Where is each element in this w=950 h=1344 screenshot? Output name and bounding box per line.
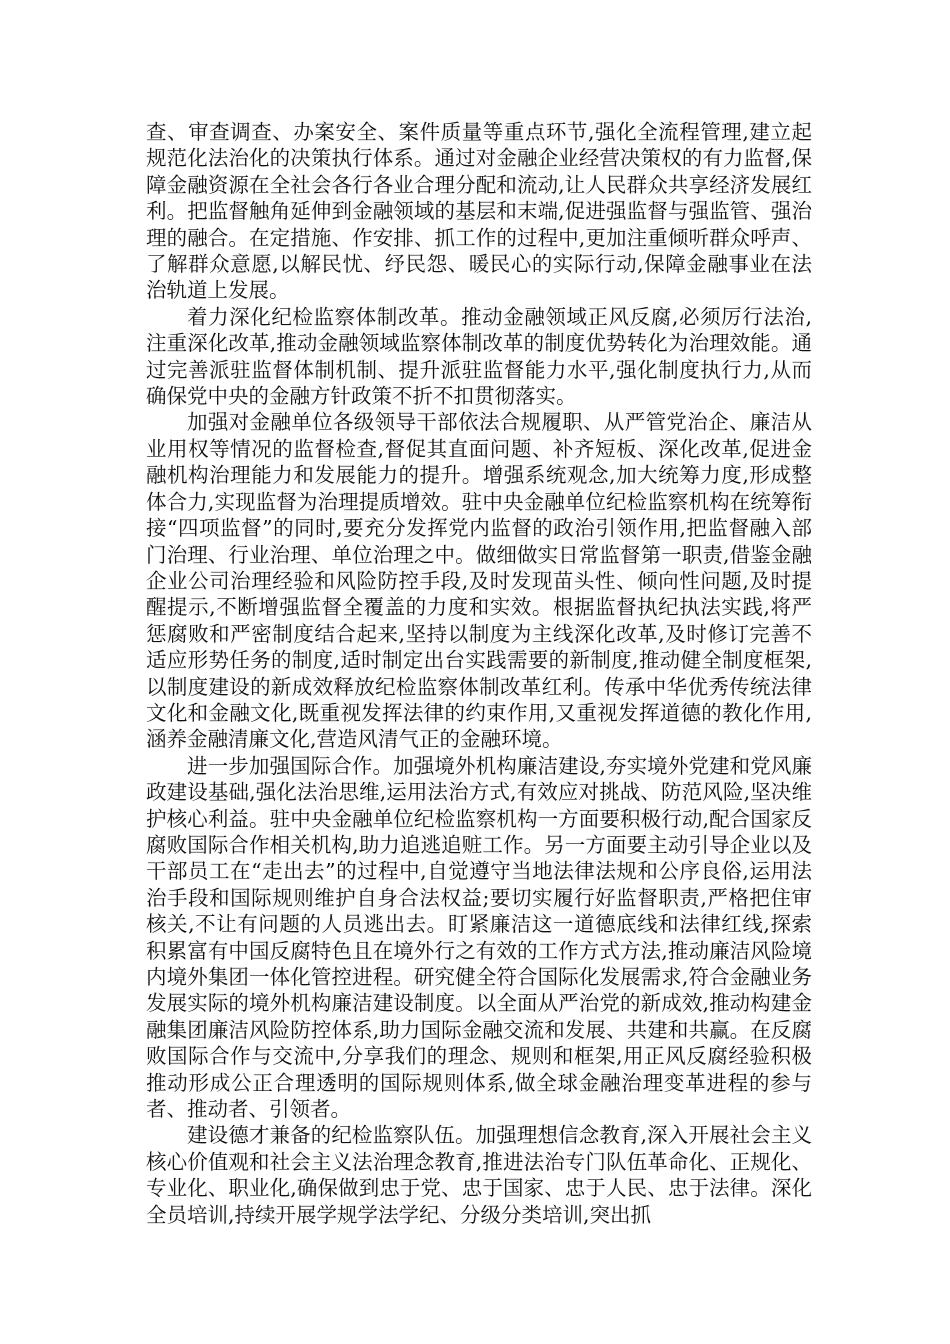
paragraph-5: 建设德才兼备的纪检监察队伍。加强理想信念教育,深入开展社会主义核心价值观和社会主义法治理念教育,推进法治专门队伍革命化、正规化、专业化、职业化,确保做到忠于党、忠于国家、忠于人民、忠于法律。深化全员培训,持续开展学规学法学纪、分级分类培训,突出抓 bbox=[146, 1123, 812, 1227]
paragraph-3: 加强对金融单位各级领导干部依法合规履职、从严管党治企、廉洁从业用权等情况的监督检查,督促其直面问题、补齐短板、深化改革,促进金融机构治理能力和发展能力的提升。增强系统观念,加大统筹力度,形成整体合力,实现监督为治理提质增效。驻中央金融单位纪检监察机构在统筹衔接“四项监督”的同时,要充分发挥党内监督的政治引领作用,把监督融入部门治理、行业治理、单位治理之中。做细做实日常监督第一职责,借鉴金融企业公司治理经验和风险防控手段,及时发现苗头性、倾向性问题,及时提醒提示,不断增强监督全覆盖的力度和实效。根据监督执纪执法实践,将严惩腐败和严密制度结合起来,坚持以制度为主线深化改革,及时修订完善不适应形势任务的制度,适时制定出台实践需要的新制度,推动健全制度框架,以制度建设的新成效释放纪检监察体制改革红利。传承中华优秀传统法律文化和金融文化,既重视发挥法律的约束作用,又重视发挥道德的教化作用,涵养金融清廉文化,营造风清气正的金融环境。 bbox=[146, 410, 812, 752]
paragraph-4: 进一步加强国际合作。加强境外机构廉洁建设,夯实境外党建和党风廉政建设基础,强化法治思维,运用法治方式,有效应对挑战、防范风险,坚决维护核心利益。驻中央金融单位纪检监察机构一方面要积极行动,配合国家反腐败国际合作相关机构,助力追逃追赃工作。另一方面要主动引导企业以及干部员工在“走出去”的过程中,自觉遵守当地法律法规和公序良俗,运用法治手段和国际规则维护自身合法权益;要切实履行好监督职责,严格把住审核关,不让有问题的人员逃出去。盯紧廉洁这一道德底线和法律红线,探索积累富有中国反腐特色且在境外行之有效的工作方式方法,推动廉洁风险境内境外集团一体化管控进程。研究健全符合国际化发展需求,符合金融业务发展实际的境外机构廉洁建设制度。以全面从严治党的新成效,推动构建金融集团廉洁风险防控体系,助力国际金融交流和发展、共建和共赢。在反腐败国际合作与交流中,分享我们的理念、规则和框架,用正风反腐经验积极推动形成公正合理透明的国际规则体系,做全球金融治理变革进程的参与者、推动者、引领者。 bbox=[146, 753, 812, 1122]
document-body bbox=[146, 119, 812, 1228]
paragraph-2: 着力深化纪检监察体制改革。推动金融领域正风反腐,必须厉行法治,注重深化改革,推动金融领域监察体制改革的制度优势转化为治理效能。通过完善派驻监督体制机制、提升派驻监督能力水平,强化制度执行力,从而确保党中央的金融方针政策不折不扣贯彻落实。 bbox=[146, 304, 812, 409]
paragraph-1: 查、审查调查、办案安全、案件质量等重点环节,强化全流程管理,建立起规范化法治化的决策执行体系。通过对金融企业经营决策权的有力监督,保障金融资源在全社会各行各业合理分配和流动,让人民群众共享经济发展红利。把监督触角延伸到金融领域的基层和末端,促进强监督与强监管、强治理的融合。在定措施、作安排、抓工作的过程中,更加注重倾听群众呼声、了解群众意愿,以解民忧、纾民怨、暖民心的实际行动,保障金融事业在法治轨道上发展。 bbox=[146, 120, 812, 303]
